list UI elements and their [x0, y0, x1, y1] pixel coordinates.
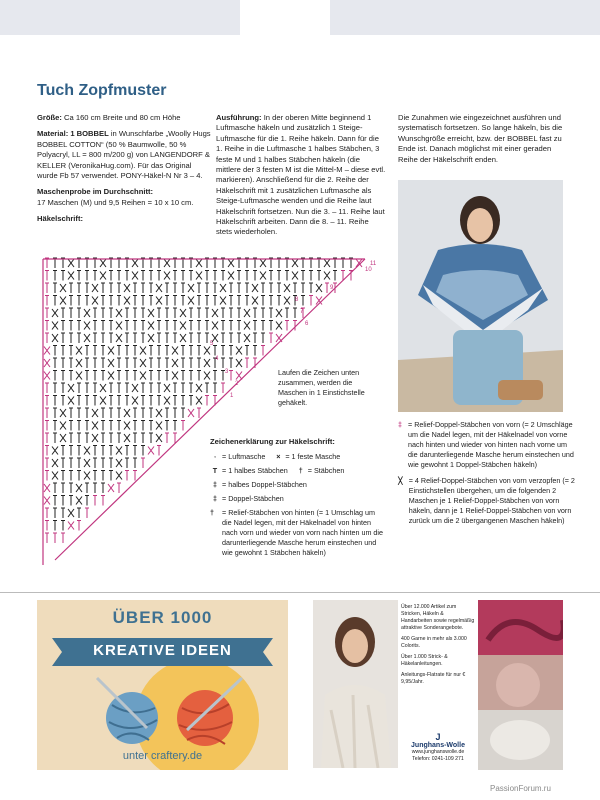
row-number: 6 [305, 321, 309, 327]
ad-bullet: Über 12.000 Artikel zum Stricken, Häkeln & Handarbeiten sowie regelmäßig attraktive Sonderangebote. [401, 604, 475, 631]
row-number: 9 [330, 285, 334, 291]
ad-brand: Junghans-Wolle [411, 742, 465, 749]
right-legend [398, 420, 578, 532]
ad-bullet: 400 Garne in mehr als 3.000 Colorits. [401, 636, 467, 649]
footer-watermark: PassionForum.ru [490, 784, 551, 793]
cable-cross-icon: ╳ [398, 476, 403, 485]
row-number: 7 [300, 309, 304, 315]
legend-hdc: = 1 halbes Stäbchen [222, 466, 288, 475]
increase-column [398, 113, 566, 171]
ad-phone: Telefon: 0241-109 271 [412, 756, 464, 762]
chart-label: Häkelschrift: [37, 214, 84, 224]
legend-title: Zeichenerklärung zur Häkelschrift: [210, 437, 335, 446]
ad-url[interactable]: unter craftery.de [122, 750, 203, 762]
legend-cable: = 4 Relief-Doppel-Stäbchen von vorn verzopfen (= 2 Einstichstellen übergehen, um die folgenden 2 Maschen je 1 Relief-Doppel-Stäbchen von vorn häkeln, dann je 1 Relief-Doppel-Stäbchen von vorn zurück um die 2 übergangenen Maschen häkeln) [408, 476, 575, 525]
legend-row [210, 466, 385, 476]
legend-row [210, 508, 385, 558]
legend-item [398, 476, 578, 526]
gauge-text: 17 Maschen (M) und 9,5 Reihen = 10 x 10 cm. [37, 197, 194, 207]
legend-htr: = halbes Doppel-Stäbchen [222, 480, 307, 489]
ad-heading: ÜBER 1000 [112, 608, 213, 627]
instructions-text: In der oberen Mitte beginnend 1 Luftmasche häkeln und zusätzlich 1 Steige-Luftmasche für die 1. Reihe häkeln. Dann für die 1. Reihe in die Luftmasche 1 halbes Stäbchen, 3 feste M und 1 halbes Stäbchen häkeln (die mittlere der 3 festen M ist die Mittel-M – diese evtl. markieren). Anschließend für die 2. Reihe der Häkelschrift mit 1 zusätzlichen Luftmasche als Steige-Luftmasche wenden und die Reihe laut Häkelschrift fortsetzen. Nun die 3. – 11. Reihe laut Häkelschrift arbeiten. Dann die 8. – 11. Reihe stets wiederholen. [216, 113, 386, 237]
model-photo [398, 180, 563, 412]
row-number: 5 [210, 341, 214, 347]
double-crochet-icon: † [298, 466, 303, 475]
yarn-photo-art [478, 600, 563, 770]
back-post-dc-icon: † [210, 508, 214, 517]
row-number: 10 [365, 267, 372, 273]
instructions-label: Ausführung: [216, 113, 262, 122]
legend-fptr: = Relief-Doppel-Stäbchen von vorn (= 2 Umschläge um die Nadel legen, mit der Häkelnadel von vorne nach hinten und wieder von hinten nach vorne um die darunterliegende Masche herum einstechen und wie gewohnt 1 Doppel-Stäbchen häkeln) [408, 420, 574, 469]
legend-tr: = Doppel-Stäbchen [222, 494, 284, 503]
craftery-ad[interactable] [37, 600, 288, 770]
ad-model-photo [313, 600, 398, 768]
ad-brand-block [403, 732, 473, 763]
intro-column [37, 113, 212, 231]
front-post-treble-icon: ‡ [398, 420, 402, 429]
page-title: Tuch Zopfmuster [37, 82, 167, 99]
legend-chain: = Luftmasche [222, 452, 266, 461]
ad-bullet: Über 1.000 Strick- & Häkelanleitungen. [401, 654, 448, 667]
size-text: Ca 160 cm Breite und 80 cm Höhe [64, 113, 181, 122]
row-number: 2 [235, 381, 239, 387]
instructions-column [216, 113, 386, 244]
treble-icon: ‡ [213, 494, 217, 503]
chart-note: Laufen die Zeichen unten zusammen, werden die Maschen in 1 Einstichstelle gehäkelt. [278, 368, 365, 407]
row-number: 4 [215, 356, 219, 362]
row-number: 3 [225, 369, 229, 375]
ad-bullets [401, 604, 476, 690]
top-tab-right [330, 0, 600, 35]
increase-text: Die Zunahmen wie eingezeichnet ausführen und systematisch fortsetzen. So lange häkeln, bis die Wunschgröße erreicht, bzw. der BOBBEL fast zu Ende ist. Danach möglichst mit einer geraden Reihe der Häkelschrift enden. [398, 113, 563, 164]
row-number: 8 [295, 297, 299, 303]
chain-stitch-icon: ◦ [213, 452, 217, 461]
row-number: 1 [230, 393, 234, 399]
half-treble-icon: ‡ [213, 480, 217, 489]
ad-site[interactable]: www.junghanswolle.de [411, 749, 465, 755]
legend-bpdc: = Relief-Stäbchen von hinten (= 1 Umschlag um die Nadel legen, mit der Häkelnadel von hinten nach vorn und wieder von vorn nach hinten um die darunterliegende Masche herum einstechen und wie gewohnt 1 Stäbchen häkeln) [222, 508, 384, 557]
legend-sc: = 1 feste Masche [285, 452, 341, 461]
gauge-label: Maschenprobe im Durchschnitt: [37, 187, 154, 197]
half-double-icon: T [212, 466, 218, 475]
ad-banner-text: KREATIVE IDEEN [93, 642, 232, 659]
legend-row [210, 494, 385, 504]
row-number: 11 [370, 261, 377, 267]
ad-bullet: Anleitungs-Flatrate für nur € 9,95/Jahr. [401, 672, 466, 685]
legend-row [210, 452, 385, 462]
legend [210, 437, 385, 562]
yarn-photos [478, 600, 563, 770]
brand-logo-icon: J [435, 732, 441, 742]
single-crochet-icon: × [276, 452, 281, 461]
legend-item [398, 420, 578, 470]
model-illustration [398, 180, 563, 412]
junghans-ad[interactable] [313, 600, 476, 770]
material-text: in Wunschfarbe „Woolly Hugs BOBBEL COTTON“ (50 % Baumwolle, 50 % Polyacryl, LL = 800 m/200 g) von LANGENDORF & KELLER (VeronikaHug.com). Für das Original wurde Fb 57 verwendet. PONY-Häkel-N Nr 3 – 4. [37, 129, 211, 181]
legend-row [210, 480, 385, 490]
top-tab-left [0, 0, 240, 35]
top-bar [0, 0, 600, 35]
size-label: Größe: [37, 113, 62, 122]
material-label: Material: 1 BOBBEL [37, 129, 109, 139]
legend-dc: = Stäbchen [307, 466, 345, 475]
divider [0, 592, 600, 593]
